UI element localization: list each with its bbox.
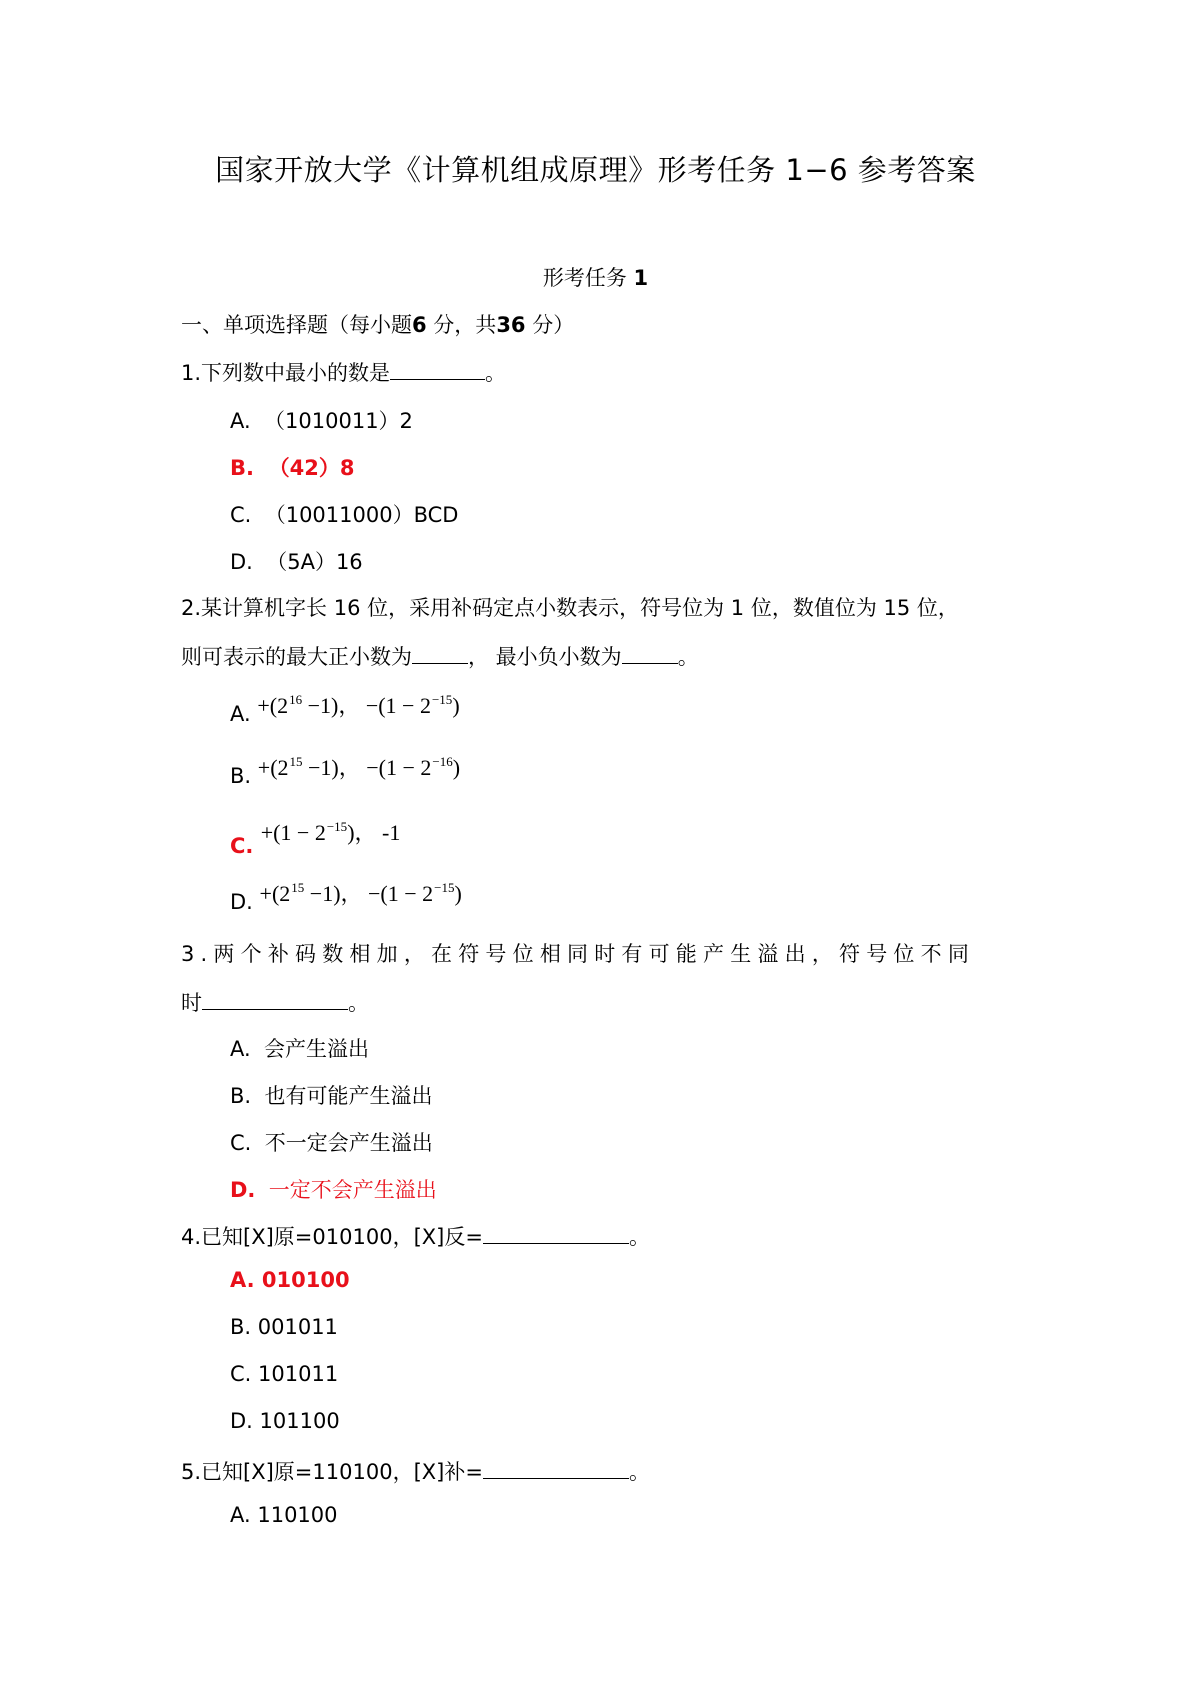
q3-option-c xyxy=(230,1127,433,1157)
option-letter: A. xyxy=(230,1037,251,1061)
option-formula: $+(2^{16} -1)$， $-(1 - 2^{-15})$ xyxy=(257,692,460,718)
q1-option-d xyxy=(230,546,363,576)
q3-option-d-correct xyxy=(230,1174,437,1204)
question-4-text: 4.已知[X]原=010100，[X]反= xyxy=(181,1225,483,1249)
option-letter: B. xyxy=(230,1084,252,1108)
option-letter: A. xyxy=(230,702,251,726)
question-5-text: 5.已知[X]原=110100，[X]补= xyxy=(181,1460,483,1484)
question-3-line-1: 3.两个补码数相加，在符号位相同时有可能产生溢出，符号位不同 xyxy=(181,942,976,966)
option-letter: D. xyxy=(230,890,253,914)
section-text-2: 分，共 xyxy=(426,313,497,337)
section-heading xyxy=(181,309,574,339)
option-formula: $+(2^{15} -1)$， $-(1 - 2^{-15})$ xyxy=(259,880,462,906)
q4-option-c: C. 101011 xyxy=(230,1362,339,1386)
option-letter: C. xyxy=(230,503,252,527)
question-3-line-2 xyxy=(181,987,369,1017)
q2-option-a xyxy=(230,692,460,728)
option-text: 不一定会产生溢出 xyxy=(264,1131,433,1155)
question-4-end: 。 xyxy=(628,1225,650,1249)
q1-option-b-correct xyxy=(230,452,354,482)
question-3-end: 。 xyxy=(348,991,369,1015)
question-2-text-a: 则可表示的最大正小数为 xyxy=(181,645,412,669)
option-text: 也有可能产生溢出 xyxy=(264,1084,433,1108)
answer-blank xyxy=(483,1458,629,1479)
answer-blank xyxy=(412,643,468,664)
q3-option-a xyxy=(230,1033,369,1063)
option-letter: B. xyxy=(230,764,252,788)
q4-option-d: D. 101100 xyxy=(230,1409,340,1433)
q3-option-b xyxy=(230,1080,432,1110)
option-text: 一定不会产生溢出 xyxy=(268,1178,437,1202)
question-5 xyxy=(181,1456,650,1486)
answer-blank xyxy=(390,359,485,380)
question-1 xyxy=(181,357,506,387)
option-formula: $+(1 - 2^{-15})$， -1 xyxy=(260,819,401,845)
task-heading xyxy=(0,262,1191,292)
question-3-text: 时 xyxy=(181,991,202,1015)
option-formula: $+(2^{15} -1)$， $-(1 - 2^{-16})$ xyxy=(257,754,461,780)
answer-blank xyxy=(483,1223,629,1244)
question-4 xyxy=(181,1221,650,1251)
question-5-end: 。 xyxy=(628,1460,650,1484)
q4-option-b: B. 001011 xyxy=(230,1315,338,1339)
section-points-each: 6 xyxy=(412,313,427,337)
option-letter: D. xyxy=(230,1178,256,1202)
section-points-total: 36 xyxy=(496,313,526,337)
question-2-line-1: 2.某计算机字长 16 位，采用补码定点小数表示，符号位为 1 位，数值位为 15 位， xyxy=(181,596,959,620)
option-text: （10011000）BCD xyxy=(264,503,459,527)
question-1-end: 。 xyxy=(485,361,507,385)
task-heading-label: 形考任务 xyxy=(542,266,627,290)
q1-option-a xyxy=(230,405,413,435)
q2-option-b xyxy=(230,754,461,790)
answer-blank xyxy=(622,643,678,664)
q1-option-c xyxy=(230,499,458,529)
option-text: （5A）16 xyxy=(266,550,363,574)
question-2-line-2 xyxy=(181,641,699,671)
q2-option-d xyxy=(230,880,462,916)
option-text: 会产生溢出 xyxy=(264,1037,370,1061)
option-text: （1010011）2 xyxy=(264,409,413,433)
question-2-end: 。 xyxy=(677,645,699,669)
q2-option-c-correct xyxy=(230,819,401,860)
section-text-1: 一、单项选择题（每小题 xyxy=(181,313,412,337)
option-text: （42）8 xyxy=(268,456,355,480)
question-1-text: 1.下列数中最小的数是 xyxy=(181,361,391,385)
document-title: 国家开放大学《计算机组成原理》形考任务 1−6 参考答案 xyxy=(215,153,976,187)
question-2-text-b: ， 最小负小数为 xyxy=(468,645,622,669)
q5-option-a: A. 110100 xyxy=(230,1503,338,1527)
option-letter: C. xyxy=(230,834,254,858)
q4-option-a-correct: A. 010100 xyxy=(230,1268,350,1292)
option-letter: A. xyxy=(230,409,251,433)
option-letter: C. xyxy=(230,1131,252,1155)
task-heading-number: 1 xyxy=(633,266,649,290)
section-text-3: 分） xyxy=(525,313,575,337)
option-letter: D. xyxy=(230,550,253,574)
option-letter: B. xyxy=(230,456,254,480)
answer-blank xyxy=(202,989,348,1010)
